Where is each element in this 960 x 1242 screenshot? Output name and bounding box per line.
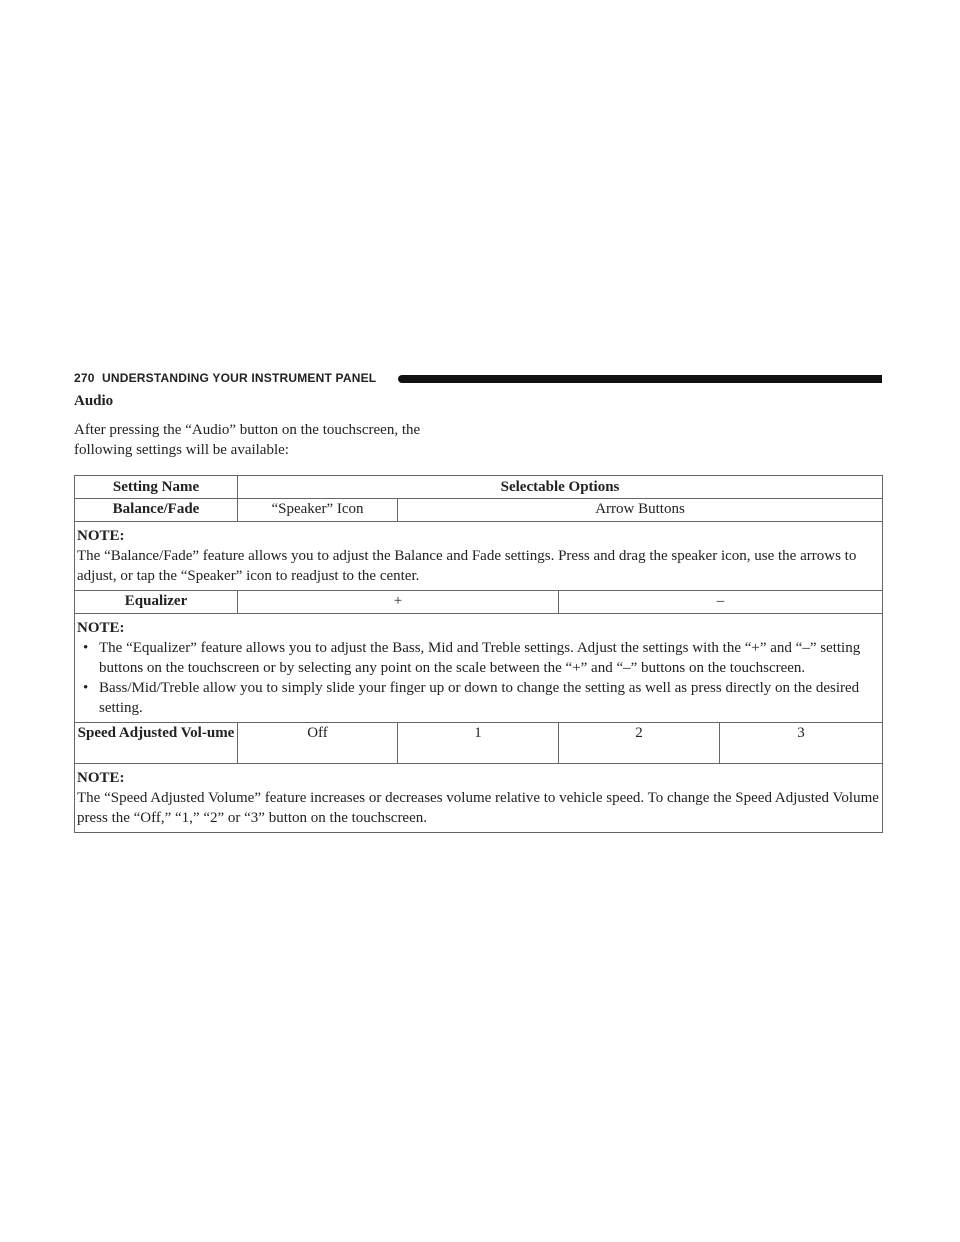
option-cell: + <box>238 591 559 614</box>
section-title: UNDERSTANDING YOUR INSTRUMENT PANEL <box>102 371 377 385</box>
note-row <box>75 522 883 591</box>
setting-name: Balance/Fade <box>75 499 238 522</box>
setting-name: Speed Adjusted Vol-ume <box>75 723 238 764</box>
option-cell: 2 <box>559 723 720 764</box>
option-cell: 1 <box>398 723 559 764</box>
table-row <box>75 591 883 614</box>
option-cell: Arrow Buttons <box>398 499 883 522</box>
note-cell <box>75 614 883 723</box>
list-item: • Bass/Mid/Treble allow you to simply slide your finger up or down to change the setting as well as press directly on the desired setting. <box>77 678 880 718</box>
column-header-setting-name: Setting Name <box>75 476 238 499</box>
note-cell <box>75 522 883 591</box>
table-header-row <box>75 476 883 499</box>
header-rule <box>398 375 882 383</box>
table-row <box>75 499 883 522</box>
note-row <box>75 614 883 723</box>
note-label: NOTE: <box>77 770 125 786</box>
option-cell: “Speaker” Icon <box>238 499 398 522</box>
list-item: • The “Equalizer” feature allows you to adjust the Bass, Mid and Treble settings. Adjust the settings with the “+” and “–” setting buttons on the touchscreen or by selecting any point on the scale between the “+” and “–” buttons on the touchscreen. <box>77 638 880 678</box>
note-cell <box>75 764 883 833</box>
option-cell: Off <box>238 723 398 764</box>
section-heading: Audio <box>74 393 114 409</box>
note-label: NOTE: <box>77 620 125 636</box>
note-row <box>75 764 883 833</box>
option-cell: – <box>559 591 883 614</box>
note-label: NOTE: <box>77 528 125 544</box>
settings-table <box>74 475 883 833</box>
setting-name: Equalizer <box>75 591 238 614</box>
note-bullet-list <box>77 638 880 718</box>
intro-paragraph: After pressing the “Audio” button on the touchscreen, the following settings will be available: <box>74 422 421 458</box>
page-number: 270 <box>74 371 95 385</box>
note-text: The “Balance/Fade” feature allows you to adjust the Balance and Fade settings. Press and drag the speaker icon, use the arrows to adjust, or tap the “Speaker” icon to readjust to the center. <box>77 548 857 584</box>
table-row <box>75 723 883 764</box>
note-text: The “Speed Adjusted Volume” feature increases or decreases volume relative to vehicle speed. To change the Speed Adjusted Volume press the “Off,” “1,” “2” or “3” button on the touchscreen. <box>77 790 879 826</box>
option-cell: 3 <box>720 723 883 764</box>
column-header-selectable-options: Selectable Options <box>238 476 883 499</box>
page-header <box>74 368 882 390</box>
